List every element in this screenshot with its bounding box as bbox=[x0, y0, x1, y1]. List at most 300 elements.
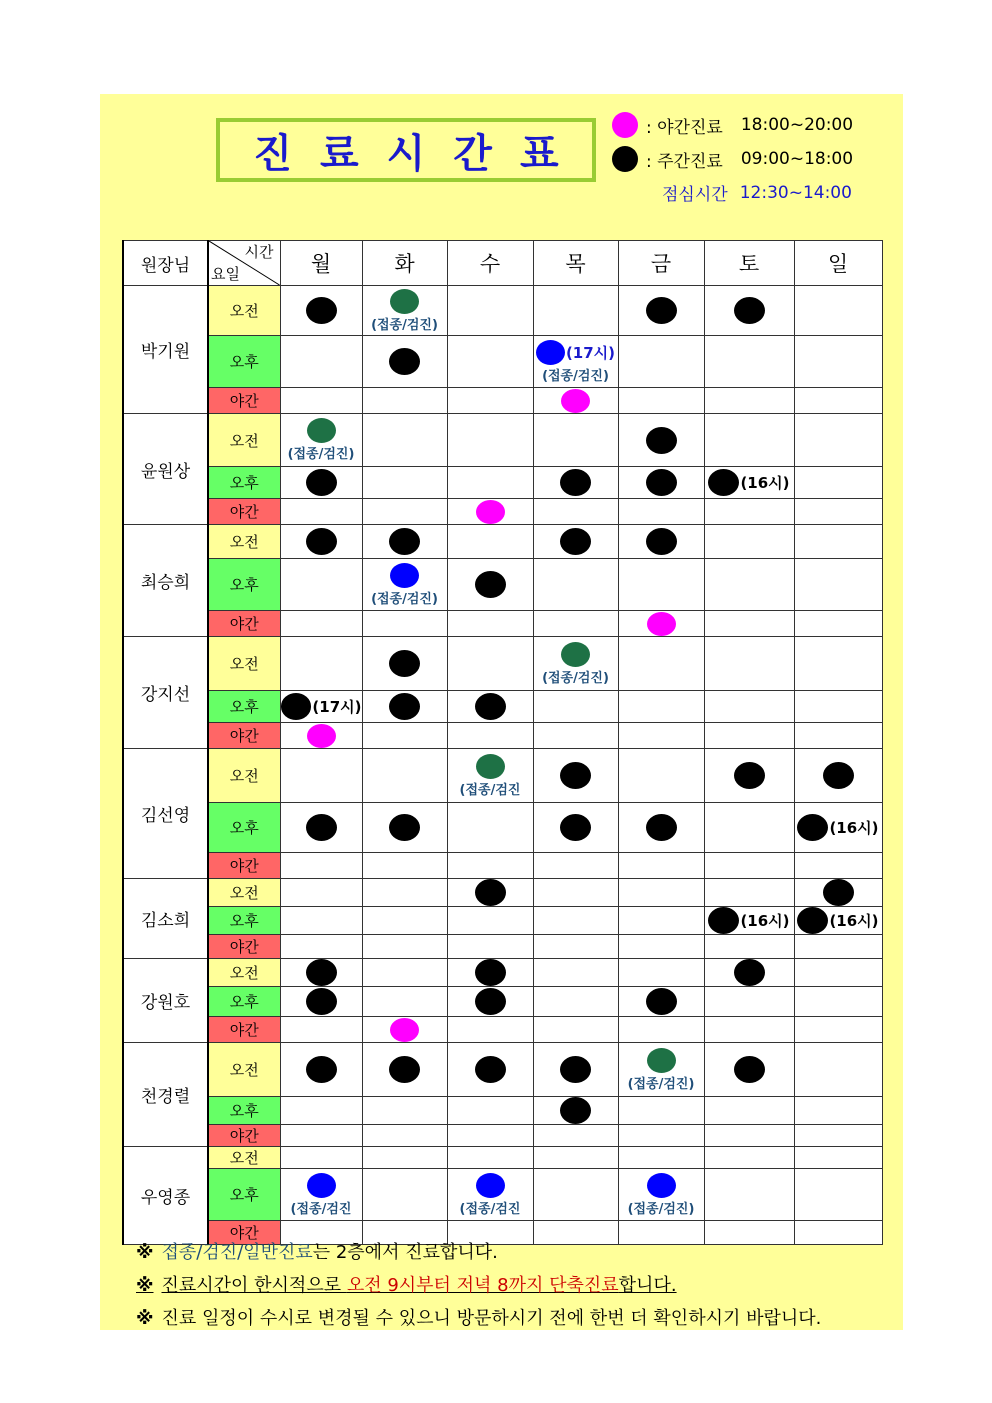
black-dot-icon bbox=[389, 528, 420, 555]
schedule-cell bbox=[280, 637, 362, 691]
schedule-cell bbox=[280, 414, 362, 467]
schedule-cell bbox=[618, 853, 704, 879]
footnote-2 bbox=[136, 1271, 677, 1297]
schedule-cell bbox=[362, 691, 447, 723]
schedule-cell bbox=[704, 1097, 794, 1125]
black-dot-icon bbox=[475, 693, 506, 720]
schedule-cell bbox=[704, 723, 794, 749]
schedule-cell bbox=[362, 414, 447, 467]
doctor-name: 윤원상 bbox=[123, 414, 208, 525]
schedule-cell bbox=[447, 803, 533, 853]
slot-label-night: 야간 bbox=[208, 1017, 280, 1043]
hour-label: (16시) bbox=[740, 474, 790, 492]
cell-content bbox=[281, 418, 362, 462]
schedule-cell bbox=[533, 987, 618, 1017]
schedule-cell bbox=[704, 637, 794, 691]
schedule-cell bbox=[794, 959, 882, 987]
hour-label: (17시) bbox=[565, 343, 616, 362]
schedule-cell bbox=[794, 907, 882, 935]
schedule-cell bbox=[533, 1017, 618, 1043]
schedule-cell bbox=[704, 467, 794, 499]
schedule-cell bbox=[618, 987, 704, 1017]
title-box bbox=[216, 118, 596, 182]
cell-content bbox=[448, 754, 533, 798]
page-title: 진료시간표 bbox=[253, 130, 587, 177]
cell-content bbox=[534, 340, 618, 384]
schedule-row bbox=[123, 637, 882, 691]
schedule-cell bbox=[280, 987, 362, 1017]
schedule-cell bbox=[794, 803, 882, 853]
schedule-cell bbox=[704, 879, 794, 907]
schedule-cell bbox=[618, 803, 704, 853]
slot-label-pm: 오후 bbox=[208, 907, 280, 935]
schedule-row bbox=[123, 1017, 882, 1043]
black-dot-icon bbox=[708, 907, 739, 934]
black-dot-icon bbox=[646, 814, 677, 841]
schedule-cell bbox=[362, 803, 447, 853]
note-mark: ※ bbox=[136, 1275, 154, 1296]
black-dot-icon bbox=[306, 988, 337, 1015]
schedule-cell bbox=[794, 637, 882, 691]
slot-label-pm: 오후 bbox=[208, 559, 280, 611]
black-dot-icon bbox=[560, 1097, 591, 1124]
black-dot-icon bbox=[560, 469, 591, 496]
schedule-cell bbox=[533, 1221, 618, 1245]
magenta-dot-icon bbox=[476, 500, 505, 524]
schedule-cell bbox=[794, 467, 882, 499]
schedule-cell bbox=[704, 987, 794, 1017]
schedule-cell bbox=[280, 959, 362, 987]
schedule-row bbox=[123, 691, 882, 723]
legend-day-time: 09:00~18:00 bbox=[740, 149, 854, 169]
blue-dot-icon bbox=[647, 1173, 676, 1198]
slot-label-am: 오전 bbox=[208, 879, 280, 907]
schedule-cell bbox=[447, 853, 533, 879]
green-dot-icon bbox=[476, 754, 505, 779]
schedule-cell bbox=[794, 879, 882, 907]
schedule-cell bbox=[618, 879, 704, 907]
schedule-cell bbox=[447, 723, 533, 749]
schedule-cell bbox=[794, 691, 882, 723]
schedule-cell bbox=[533, 907, 618, 935]
schedule-cell bbox=[447, 414, 533, 467]
black-dot-icon bbox=[306, 959, 337, 986]
schedule-row bbox=[123, 1097, 882, 1125]
black-dot-icon bbox=[389, 1056, 420, 1083]
legend-day bbox=[612, 146, 853, 172]
slot-label-night: 야간 bbox=[208, 935, 280, 959]
schedule-cell bbox=[704, 414, 794, 467]
slot-label-am: 오전 bbox=[208, 1147, 280, 1169]
schedule-cell bbox=[704, 336, 794, 388]
footnote-2-text: 진료시간이 한시적으로 bbox=[161, 1275, 347, 1296]
vaccination-note: (접종/검진 bbox=[290, 1201, 352, 1217]
black-dot-icon bbox=[475, 571, 506, 598]
schedule-row bbox=[123, 935, 882, 959]
green-dot-icon bbox=[647, 1048, 676, 1073]
schedule-row bbox=[123, 1043, 882, 1097]
schedule-row bbox=[123, 499, 882, 525]
schedule-cell bbox=[280, 803, 362, 853]
schedule-cell bbox=[704, 1169, 794, 1221]
corner-header bbox=[208, 241, 280, 286]
schedule-cell bbox=[447, 611, 533, 637]
schedule-cell bbox=[618, 499, 704, 525]
blue-dot-icon bbox=[476, 1173, 505, 1198]
schedule-cell bbox=[362, 879, 447, 907]
schedule-cell bbox=[533, 1147, 618, 1169]
slot-label-night: 야간 bbox=[208, 723, 280, 749]
magenta-dot-icon bbox=[647, 612, 676, 636]
doctor-name: 최승희 bbox=[123, 525, 208, 637]
slot-label-pm: 오후 bbox=[208, 336, 280, 388]
schedule-cell bbox=[794, 935, 882, 959]
schedule-cell bbox=[362, 525, 447, 559]
schedule-cell bbox=[362, 1043, 447, 1097]
schedule-row bbox=[123, 559, 882, 611]
footnote-1-highlight: 접종/검진/일반진료 bbox=[161, 1242, 313, 1263]
slot-label-am: 오전 bbox=[208, 959, 280, 987]
schedule-cell bbox=[447, 749, 533, 803]
hour-label: (16시) bbox=[829, 912, 879, 930]
vaccination-note: (접종/검진) bbox=[371, 317, 438, 333]
slot-label-pm: 오후 bbox=[208, 691, 280, 723]
magenta-dot-icon bbox=[561, 389, 590, 413]
black-dot-icon bbox=[734, 1056, 765, 1083]
doctor-name: 박기원 bbox=[123, 286, 208, 414]
schedule-cell bbox=[362, 935, 447, 959]
slot-label-night: 야간 bbox=[208, 388, 280, 414]
black-dot-icon bbox=[823, 762, 854, 789]
schedule-cell bbox=[447, 388, 533, 414]
vaccination-note: (접종/검진) bbox=[627, 1201, 695, 1217]
schedule-cell bbox=[794, 414, 882, 467]
slot-label-am: 오전 bbox=[208, 1043, 280, 1097]
black-dot-icon bbox=[823, 879, 854, 906]
schedule-cell bbox=[618, 1221, 704, 1245]
footnote-3 bbox=[136, 1304, 821, 1330]
schedule-cell bbox=[362, 907, 447, 935]
doctor-block bbox=[123, 959, 882, 1043]
slot-label-night: 야간 bbox=[208, 611, 280, 637]
schedule-cell bbox=[447, 1097, 533, 1125]
schedule-cell bbox=[794, 987, 882, 1017]
schedule-cell bbox=[618, 1017, 704, 1043]
schedule-cell bbox=[280, 1169, 362, 1221]
schedule-cell bbox=[280, 1017, 362, 1043]
schedule-cell bbox=[704, 1147, 794, 1169]
schedule-cell bbox=[794, 853, 882, 879]
note-mark: ※ bbox=[136, 1242, 154, 1263]
schedule-cell bbox=[618, 559, 704, 611]
slot-label-pm: 오후 bbox=[208, 987, 280, 1017]
cell-content bbox=[534, 642, 618, 686]
schedule-cell bbox=[533, 414, 618, 467]
slot-label-night: 야간 bbox=[208, 499, 280, 525]
schedule-cell bbox=[618, 286, 704, 336]
schedule-cell bbox=[280, 1147, 362, 1169]
schedule-cell bbox=[447, 637, 533, 691]
schedule-cell bbox=[362, 637, 447, 691]
schedule-cell bbox=[280, 1097, 362, 1125]
footnote-1 bbox=[136, 1238, 498, 1264]
black-dot-icon bbox=[646, 427, 677, 454]
slot-label-pm: 오후 bbox=[208, 1097, 280, 1125]
magenta-dot-icon bbox=[612, 112, 638, 138]
doctor-name: 천경렬 bbox=[123, 1043, 208, 1147]
schedule-cell bbox=[704, 1043, 794, 1097]
lunch-time: 12:30~14:00 bbox=[739, 182, 852, 203]
doctor-block bbox=[123, 637, 882, 749]
schedule-cell bbox=[362, 1169, 447, 1221]
schedule-row bbox=[123, 388, 882, 414]
doctor-name: 강원호 bbox=[123, 959, 208, 1043]
schedule-cell bbox=[704, 749, 794, 803]
slot-label-night: 야간 bbox=[208, 1221, 280, 1245]
schedule-cell bbox=[533, 1097, 618, 1125]
schedule-cell bbox=[280, 935, 362, 959]
lunch-label: 점심시간 bbox=[662, 185, 728, 205]
black-dot-icon bbox=[306, 297, 337, 324]
schedule-cell bbox=[618, 691, 704, 723]
schedule-cell bbox=[794, 525, 882, 559]
schedule-cell bbox=[618, 336, 704, 388]
schedule-row bbox=[123, 1125, 882, 1147]
black-dot-icon bbox=[306, 1056, 337, 1083]
schedule-row bbox=[123, 853, 882, 879]
doctor-block bbox=[123, 879, 882, 959]
schedule-row bbox=[123, 467, 882, 499]
schedule-cell bbox=[794, 559, 882, 611]
schedule-row bbox=[123, 803, 882, 853]
schedule-row bbox=[123, 723, 882, 749]
schedule-cell bbox=[533, 467, 618, 499]
schedule-cell bbox=[533, 286, 618, 336]
schedule-cell bbox=[704, 525, 794, 559]
schedule-cell bbox=[533, 499, 618, 525]
schedule-cell bbox=[794, 1169, 882, 1221]
schedule-cell bbox=[704, 1017, 794, 1043]
schedule-cell bbox=[280, 611, 362, 637]
black-dot-icon bbox=[475, 879, 506, 906]
schedule-cell bbox=[794, 336, 882, 388]
slot-label-pm: 오후 bbox=[208, 467, 280, 499]
vaccination-note: (접종/검진) bbox=[542, 368, 609, 384]
green-dot-icon bbox=[561, 642, 590, 667]
slot-label-pm: 오후 bbox=[208, 1169, 280, 1221]
cell-content bbox=[619, 1173, 704, 1217]
schedule-row bbox=[123, 907, 882, 935]
note-mark: ※ bbox=[136, 1308, 154, 1329]
schedule-cell bbox=[280, 723, 362, 749]
doctor-name: 김소희 bbox=[123, 879, 208, 959]
blue-dot-icon bbox=[307, 1173, 336, 1198]
doctor-block bbox=[123, 286, 882, 414]
black-dot-icon bbox=[389, 814, 420, 841]
dot-with-hour bbox=[705, 469, 794, 496]
schedule-cell bbox=[618, 467, 704, 499]
schedule-cell bbox=[280, 525, 362, 559]
schedule-row bbox=[123, 1169, 882, 1221]
cell-content bbox=[363, 289, 447, 333]
schedule-cell bbox=[280, 1043, 362, 1097]
doctor-block bbox=[123, 525, 882, 637]
schedule-cell bbox=[533, 388, 618, 414]
schedule-cell bbox=[362, 987, 447, 1017]
schedule-cell bbox=[447, 691, 533, 723]
schedule-cell bbox=[447, 987, 533, 1017]
doctor-name: 김선영 bbox=[123, 749, 208, 879]
schedule-cell bbox=[704, 286, 794, 336]
schedule-cell bbox=[280, 336, 362, 388]
schedule-cell bbox=[362, 853, 447, 879]
slot-label-night: 야간 bbox=[208, 853, 280, 879]
black-dot-icon bbox=[734, 297, 765, 324]
dot-with-hour bbox=[705, 907, 794, 934]
schedule-cell bbox=[618, 907, 704, 935]
schedule-cell bbox=[280, 388, 362, 414]
schedule-cell bbox=[618, 935, 704, 959]
slot-label-am: 오전 bbox=[208, 637, 280, 691]
schedule-cell bbox=[362, 559, 447, 611]
schedule-cell bbox=[533, 879, 618, 907]
schedule-cell bbox=[704, 499, 794, 525]
schedule-cell bbox=[704, 388, 794, 414]
schedule-cell bbox=[704, 907, 794, 935]
schedule-cell bbox=[704, 1221, 794, 1245]
schedule-cell bbox=[794, 1147, 882, 1169]
schedule-cell bbox=[447, 879, 533, 907]
day-header: 금 bbox=[618, 241, 704, 286]
schedule-row bbox=[123, 879, 882, 907]
schedule-cell bbox=[362, 749, 447, 803]
schedule-cell bbox=[280, 691, 362, 723]
slot-label-am: 오전 bbox=[208, 414, 280, 467]
footnote-3-text: 진료 일정이 수시로 변경될 수 있으니 방문하시기 전에 한번 더 확인하시기 바랍니다. bbox=[161, 1308, 822, 1329]
day-header: 토 bbox=[704, 241, 794, 286]
black-dot-icon bbox=[646, 297, 677, 324]
black-dot-icon bbox=[560, 762, 591, 789]
dot-with-hour bbox=[795, 814, 882, 841]
schedule-cell bbox=[447, 907, 533, 935]
schedule-cell bbox=[362, 959, 447, 987]
schedule-cell bbox=[704, 853, 794, 879]
schedule-cell bbox=[447, 336, 533, 388]
schedule-cell bbox=[362, 1125, 447, 1147]
schedule-cell bbox=[618, 723, 704, 749]
schedule-row bbox=[123, 611, 882, 637]
black-dot-icon bbox=[281, 693, 312, 720]
schedule-cell bbox=[447, 559, 533, 611]
schedule-cell bbox=[618, 959, 704, 987]
schedule-cell bbox=[618, 525, 704, 559]
schedule-cell bbox=[447, 499, 533, 525]
schedule-cell bbox=[533, 935, 618, 959]
schedule-cell bbox=[447, 1125, 533, 1147]
green-dot-icon bbox=[390, 289, 419, 314]
doctor-block bbox=[123, 749, 882, 879]
schedule-cell bbox=[794, 1125, 882, 1147]
doctor-name: 강지선 bbox=[123, 637, 208, 749]
vaccination-note: (접종/검진) bbox=[627, 1076, 695, 1092]
black-dot-icon bbox=[560, 1056, 591, 1083]
schedule-row bbox=[123, 987, 882, 1017]
black-dot-icon bbox=[306, 528, 337, 555]
schedule-cell bbox=[447, 1169, 533, 1221]
black-dot-icon bbox=[475, 1056, 506, 1083]
schedule-row bbox=[123, 1147, 882, 1169]
schedule-cell bbox=[280, 499, 362, 525]
green-dot-icon bbox=[307, 418, 336, 443]
black-dot-icon bbox=[475, 988, 506, 1015]
schedule-cell bbox=[618, 1147, 704, 1169]
black-dot-icon bbox=[560, 814, 591, 841]
schedule-cell bbox=[618, 388, 704, 414]
doctor-block bbox=[123, 1147, 882, 1245]
black-dot-icon bbox=[708, 469, 739, 496]
black-dot-icon bbox=[389, 693, 420, 720]
schedule-cell bbox=[794, 1017, 882, 1043]
schedule-cell bbox=[704, 1125, 794, 1147]
schedule-cell bbox=[704, 691, 794, 723]
header-row bbox=[123, 241, 882, 286]
magenta-dot-icon bbox=[307, 724, 336, 748]
schedule-cell bbox=[618, 637, 704, 691]
slot-label-am: 오전 bbox=[208, 749, 280, 803]
schedule-cell bbox=[533, 525, 618, 559]
schedule-cell bbox=[280, 286, 362, 336]
schedule-cell bbox=[362, 336, 447, 388]
vaccination-note: (접종/검진 bbox=[459, 1201, 521, 1217]
schedule-cell bbox=[362, 286, 447, 336]
schedule-cell bbox=[794, 1221, 882, 1245]
black-dot-icon bbox=[612, 146, 638, 172]
black-dot-icon bbox=[734, 762, 765, 789]
schedule-row bbox=[123, 749, 882, 803]
schedule-cell bbox=[362, 611, 447, 637]
schedule-cell bbox=[794, 388, 882, 414]
schedule-cell bbox=[618, 414, 704, 467]
doctor-header: 원장님 bbox=[123, 241, 208, 286]
schedule-cell bbox=[704, 803, 794, 853]
black-dot-icon bbox=[734, 959, 765, 986]
schedule-cell bbox=[362, 388, 447, 414]
black-dot-icon bbox=[389, 650, 420, 677]
schedule-cell bbox=[618, 1097, 704, 1125]
black-dot-icon bbox=[797, 814, 828, 841]
schedule-cell bbox=[533, 336, 618, 388]
black-dot-icon bbox=[389, 348, 420, 375]
black-dot-icon bbox=[646, 988, 677, 1015]
schedule-cell bbox=[362, 467, 447, 499]
schedule-row bbox=[123, 286, 882, 336]
schedule-cell bbox=[533, 637, 618, 691]
schedule-cell bbox=[533, 1125, 618, 1147]
blue-dot-icon bbox=[390, 563, 419, 588]
vaccination-note: (접종/검진) bbox=[542, 670, 609, 686]
vaccination-note: (접종/검진 bbox=[459, 782, 521, 798]
dot-with-hour bbox=[536, 340, 615, 365]
legend-night-time: 18:00~20:00 bbox=[740, 115, 854, 135]
schedule-cell bbox=[533, 959, 618, 987]
black-dot-icon bbox=[560, 528, 591, 555]
schedule-cell bbox=[533, 749, 618, 803]
schedule-cell bbox=[447, 1043, 533, 1097]
schedule-cell bbox=[362, 1017, 447, 1043]
schedule-cell bbox=[447, 525, 533, 559]
black-dot-icon bbox=[646, 528, 677, 555]
schedule-cell bbox=[704, 559, 794, 611]
